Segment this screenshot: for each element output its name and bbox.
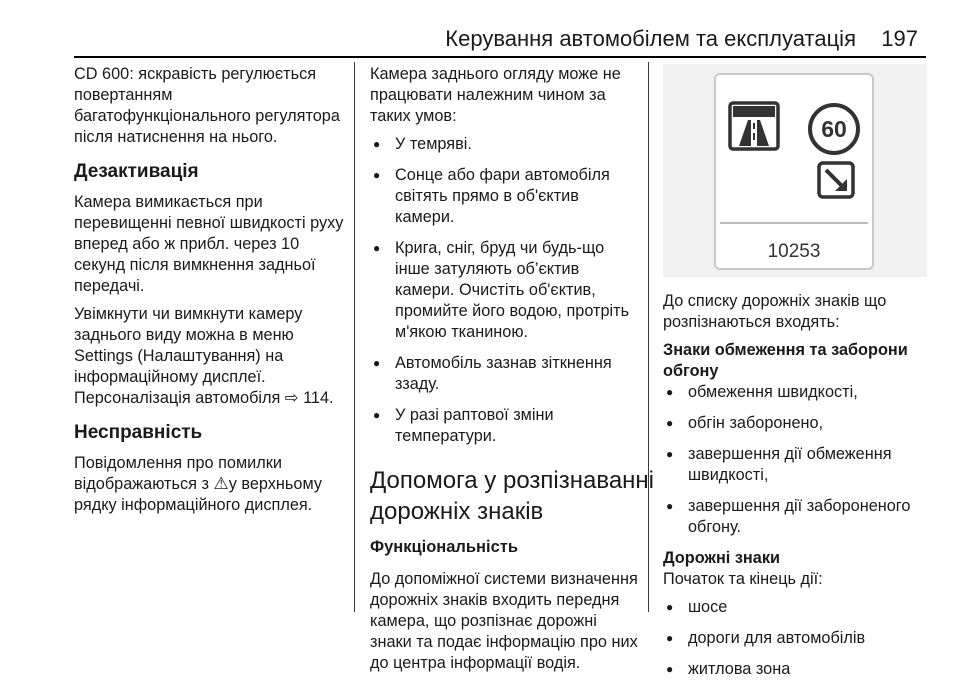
list-item: ● Автомобіль зазнав зіткнення ззаду. (370, 353, 638, 395)
faults-text-2: у верхньому рядку інформаційного дисплея. (74, 475, 322, 514)
faults-paragraph (74, 453, 346, 516)
list-item: ● дороги для автомобілів (663, 628, 928, 649)
list-intro-paragraph: До списку дорожніх знаків що розпізнаються входять: (663, 292, 887, 331)
header-rule (74, 56, 926, 58)
odometer-readout: 10253 (767, 241, 821, 262)
page-number: 197 (881, 26, 918, 51)
list-item: ● завершення дії обмеження швидкості, (663, 444, 928, 486)
warning-triangle-icon: ⚠ (213, 474, 229, 493)
functionality-paragraph: До допоміжної системи визначення дорожніх знаків входить передня камера, що розпізнає дорожні знаки та подає інформацію про них до центра інформації водія. (370, 570, 638, 672)
section-title-line-1: Допомога у розпізнаванні (370, 467, 655, 494)
column-middle (370, 64, 655, 681)
restriction-signs-list (663, 382, 928, 538)
onoff-text: Увімкнути чи вимкнути камеру заднього виду можна в меню Settings (Налаштування) на інформаційному дисплеї. Персоналізація автомобіля (74, 305, 303, 407)
list-item: ● обгін заборонено, (663, 413, 928, 434)
cd600-text: : яскравість регулюється повертанням багатофункціонального регулятора після натиснення на нього. (74, 65, 340, 146)
list-item: ● Крига, сніг, бруд чи будь-що інше затуляють об’єктив камери. Очистіть об'єктив, промийте його водою, протріть м'якою тканиною. (370, 238, 638, 343)
road-signs-list (663, 597, 928, 680)
section-title-line-2: дорожніх знаків (370, 498, 544, 525)
column-divider (354, 62, 355, 612)
list-item: ● завершення дії забороненого обгону. (663, 496, 928, 538)
heading-faults: Несправність (74, 422, 203, 443)
list-item: ● шосе (663, 597, 928, 618)
running-header-title: Керування автомобілем та експлуатація (445, 26, 856, 51)
list-item: ● У разі раптової зміни температури. (370, 405, 638, 447)
column-left (74, 64, 346, 523)
column-divider (648, 62, 649, 612)
page-reference-link[interactable]: 114. (303, 389, 334, 407)
section-title (370, 465, 655, 527)
speed-limit-sign-icon (810, 105, 858, 153)
list-item: ● житлова зона (663, 659, 928, 680)
faults-text-1: Повідомлення про помилки відображаються з (74, 454, 282, 493)
heading-deactivation: Дезактивація (74, 161, 199, 182)
road-signs-intro: Початок та кінець дії: (663, 570, 823, 588)
driver-info-display (714, 73, 874, 270)
motorway-sign-icon (730, 103, 778, 149)
end-restriction-sign-icon (819, 163, 853, 197)
list-item: ● обмеження швидкості, (663, 382, 928, 403)
list-item: ● Сонце або фари автомобіля світять прямо в об'єктив камери. (370, 165, 638, 228)
column-right (663, 64, 928, 690)
subheading-road-signs: Дорожні знаки (663, 549, 780, 567)
subheading-restriction-signs: Знаки обмеження та заборони обгону (663, 341, 908, 380)
heading-functionality: Функціональність (370, 538, 519, 556)
speed-limit-value: 60 (821, 116, 847, 142)
deactivation-paragraph: Камера вимикається при перевищенні певної швидкості руху вперед або ж прибл. через 10 секунд після вимкнення задньої передачі. (74, 193, 344, 295)
cd600-paragraph (74, 64, 346, 148)
cd600-label: CD 600 (74, 65, 130, 83)
page-reference-arrow-icon: ⇨ (284, 389, 299, 407)
conditions-list (370, 134, 638, 447)
onoff-paragraph (74, 304, 346, 409)
conditions-intro: Камера заднього огляду може не працювати належним чином за таких умов: (370, 65, 621, 125)
list-item: ● У темряві. (370, 134, 638, 155)
display-graphics (716, 75, 872, 235)
traffic-sign-display-figure (663, 64, 927, 277)
